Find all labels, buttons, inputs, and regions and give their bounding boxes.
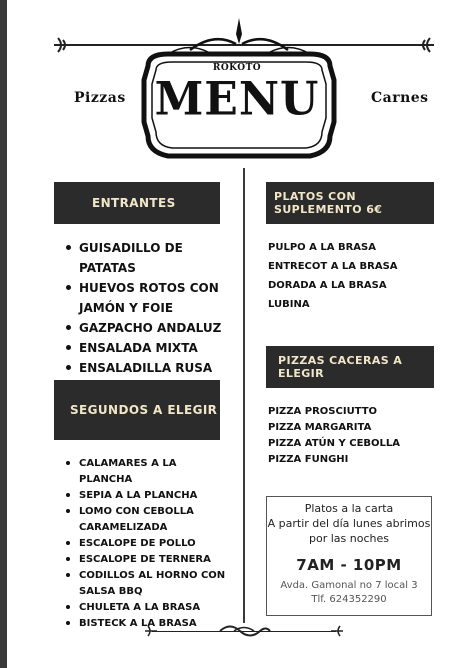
suplemento-list <box>268 238 398 314</box>
pizzas-heading: PIZZAS CACERAS A ELEGIR <box>278 354 403 380</box>
list-item: LOMO CON CEBOLLA CARAMELIZADA <box>66 504 226 536</box>
suplemento-heading: PLATOS CON SUPLEMENTO 6€ <box>274 190 383 216</box>
list-item: ENTRECOT A LA BRASA <box>268 261 398 272</box>
list-item: CODILLOS AL HORNO CON SALSA BBQ <box>66 568 226 600</box>
list-item: PIZZA ATÚN Y CEBOLLA <box>268 438 401 449</box>
info-line-1: Platos a la carta <box>304 502 394 515</box>
list-item: GAZPACHO ANDALUZ <box>66 318 242 338</box>
list-item: CALAMARES A LA PLANCHA <box>66 456 226 488</box>
list-item: DORADA A LA BRASA <box>268 280 387 291</box>
opening-hours: 7AM - 10PM <box>296 556 402 574</box>
list-item: BISTECK A LA BRASA <box>66 616 226 632</box>
header-left-word: Pizzas <box>74 90 126 106</box>
entrantes-list <box>66 238 242 398</box>
list-item: PIZZA MARGARITA <box>268 422 372 433</box>
info-line-3: por las noches <box>309 532 389 545</box>
phone: Tlf. 624352290 <box>311 594 387 605</box>
list-item: PULPO A LA BRASA <box>268 242 376 253</box>
address: Avda. Gamonal no 7 local 3 <box>280 580 418 591</box>
list-item: CHULETA A LA BRASA <box>66 600 226 616</box>
pizzas-list <box>268 404 400 468</box>
top-right-flourish-icon <box>414 34 436 56</box>
list-item: HUEVOS ROTOS CON JAMÓN Y FOIE <box>66 278 242 318</box>
column-divider <box>243 168 245 623</box>
menu-title: MENU <box>154 72 320 127</box>
info-line-2: A partir del día lunes abrimos <box>267 517 431 530</box>
list-item: SEPIA A LA PLANCHA <box>66 488 226 504</box>
bottom-left-flourish-icon <box>144 624 158 638</box>
list-item: ENSALADILLA RUSA <box>66 358 242 378</box>
entrantes-heading: ENTRANTES <box>92 196 176 210</box>
suplemento-heading-box <box>266 182 434 224</box>
list-item: ENSALADA MIXTA <box>66 338 242 358</box>
list-item: GUISADILLO DE PATATAS <box>66 238 242 278</box>
entrantes-heading-box <box>54 182 220 224</box>
segundos-list <box>66 456 226 632</box>
bottom-right-flourish-icon <box>330 624 344 638</box>
list-item: PIZZA PROSCIUTTO <box>268 406 378 417</box>
list-item: ESCALOPE DE TERNERA <box>66 552 226 568</box>
segundos-heading-box <box>54 380 220 440</box>
bottom-center-flourish-icon <box>216 620 272 642</box>
list-item: LUBINA <box>268 299 310 310</box>
top-left-flourish-icon <box>52 34 74 56</box>
list-item: PIZZA FUNGHI <box>268 454 349 465</box>
list-item: ESCALOPE DE POLLO <box>66 536 226 552</box>
brand-name: ROKOTO <box>212 63 262 73</box>
info-box <box>266 496 432 616</box>
segundos-heading: SEGUNDOS A ELEGIR <box>70 403 218 417</box>
pizzas-heading-box <box>266 346 434 388</box>
header-right-word: Carnes <box>371 90 429 106</box>
